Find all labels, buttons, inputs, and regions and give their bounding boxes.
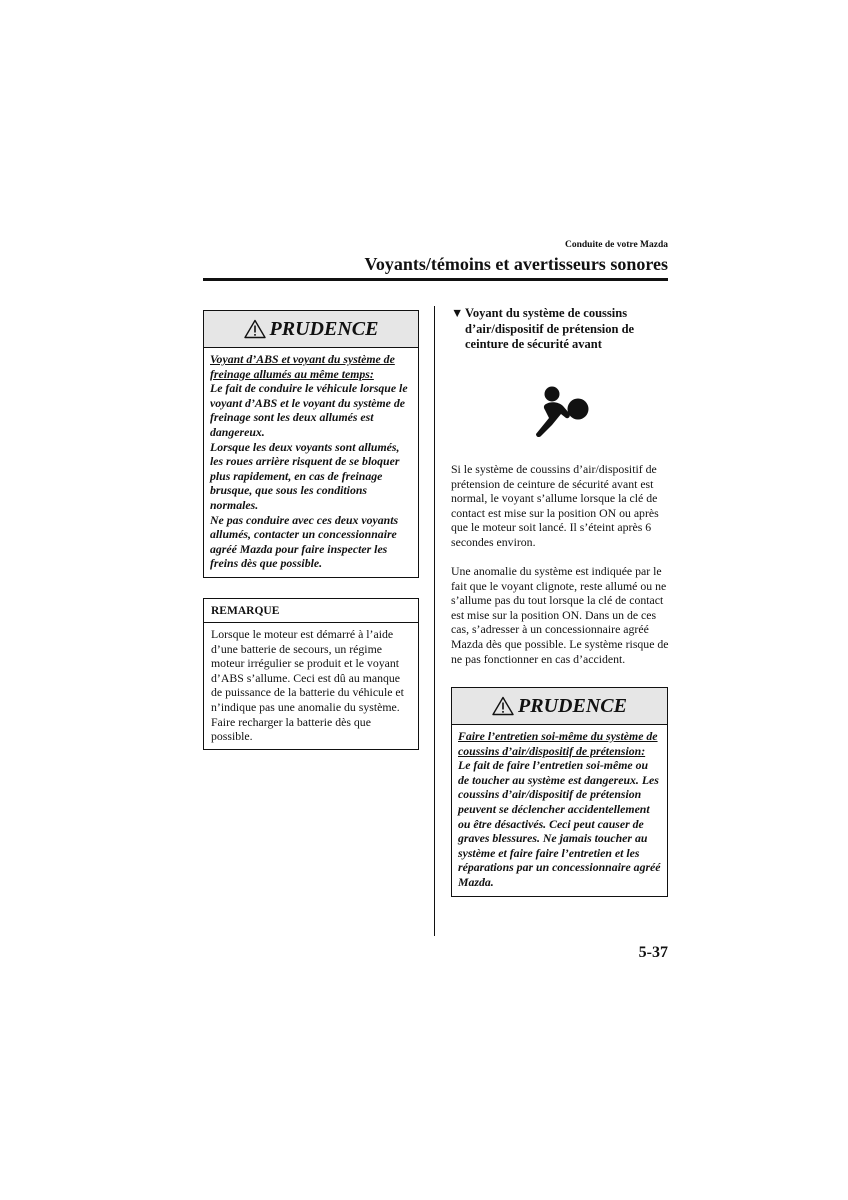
note-box <box>203 598 419 750</box>
airbag-paragraph: Une anomalie du système est indiquée par le fait que le voyant clignote, reste allumé ou ne s’allume pas du tout lorsque la clé de contact est mise sur la position ON. Dans un de ces cas, s’adresser à un concessionnaire agréé Mazda dès que possible. Le système risque de ne pas fonctionner en cas d’accident. <box>451 564 669 666</box>
note-body <box>204 623 418 749</box>
page-title: Voyants/témoins et avertisseurs sonores <box>364 254 668 274</box>
caution-subtitle: Faire l’entretien soi-même du système de coussins d’air/dispositif de prétension: <box>458 729 658 758</box>
section-label: Conduite de votre Mazda <box>565 240 668 250</box>
note-line: Lorsque le moteur est démarré à l’aide d’une batterie de secours, un régime moteur irrégulier se produit et le voyant d’ABS s’allume. Ceci est dû au manque de puissance de la batterie du véhicule et n’indique pas une anomalie du système. <box>211 627 404 714</box>
caution-line: Le fait de conduire le véhicule lorsque le voyant d’ABS et le voyant du système de freinage sont les deux allumés est dangereux. <box>210 381 408 439</box>
caution-box-abs <box>203 310 419 578</box>
caution-body <box>452 725 667 896</box>
section-marker: ▼ <box>451 306 464 320</box>
page-number: 5-37 <box>638 944 668 961</box>
airbag-section-heading <box>451 306 669 353</box>
caution-box-airbag <box>451 687 668 897</box>
caution-header <box>452 688 667 725</box>
caution-header <box>204 311 418 348</box>
title-rule <box>203 278 668 281</box>
caution-line: Le fait de faire l’entretien soi-même ou de toucher au système est dangereux. Les coussins d’air/dispositif de prétension peuvent se déclencher accidentellement ou être désactivés. Ceci peut causer de graves blessures. Ne jamais toucher au système et faire faire l’entretien et les réparations par un concessionnaire agréé Mazda. <box>458 758 661 889</box>
warning-triangle-icon <box>492 696 514 716</box>
caution-line: Lorsque les deux voyants sont allumés, les roues arrière risquent de se bloquer plus rapidement, en cas de freinage brusque, que sous les conditions normales. <box>210 439 400 512</box>
caution-heading: PRUDENCE <box>269 317 379 340</box>
caution-body <box>204 348 418 577</box>
caution-heading: PRUDENCE <box>518 694 627 717</box>
caution-line: Ne pas conduire avec ces deux voyants allumés, contacter un concessionnaire agréé Mazda pour faire inspecter les freins dès que possible. <box>210 512 399 571</box>
airbag-warning-icon <box>533 379 593 439</box>
note-line: Faire recharger la batterie dès que possible. <box>211 714 371 744</box>
warning-triangle-icon <box>244 319 266 339</box>
airbag-heading-text: Voyant du système de coussins d’air/dispositif de prétension de ceinture de sécurité avant <box>465 306 635 351</box>
column-divider <box>434 306 435 936</box>
airbag-paragraph: Si le système de coussins d’air/dispositif de prétension de ceinture de sécurité avant est normal, le voyant s’allume lorsque la clé de contact est mise sur la position ON ou après que le moteur soit lancé. Il s’éteint après 6 secondes environ. <box>451 462 659 549</box>
caution-subtitle: Voyant d’ABS et voyant du système de freinage allumés au même temps: <box>210 352 395 381</box>
note-heading: REMARQUE <box>204 599 418 623</box>
